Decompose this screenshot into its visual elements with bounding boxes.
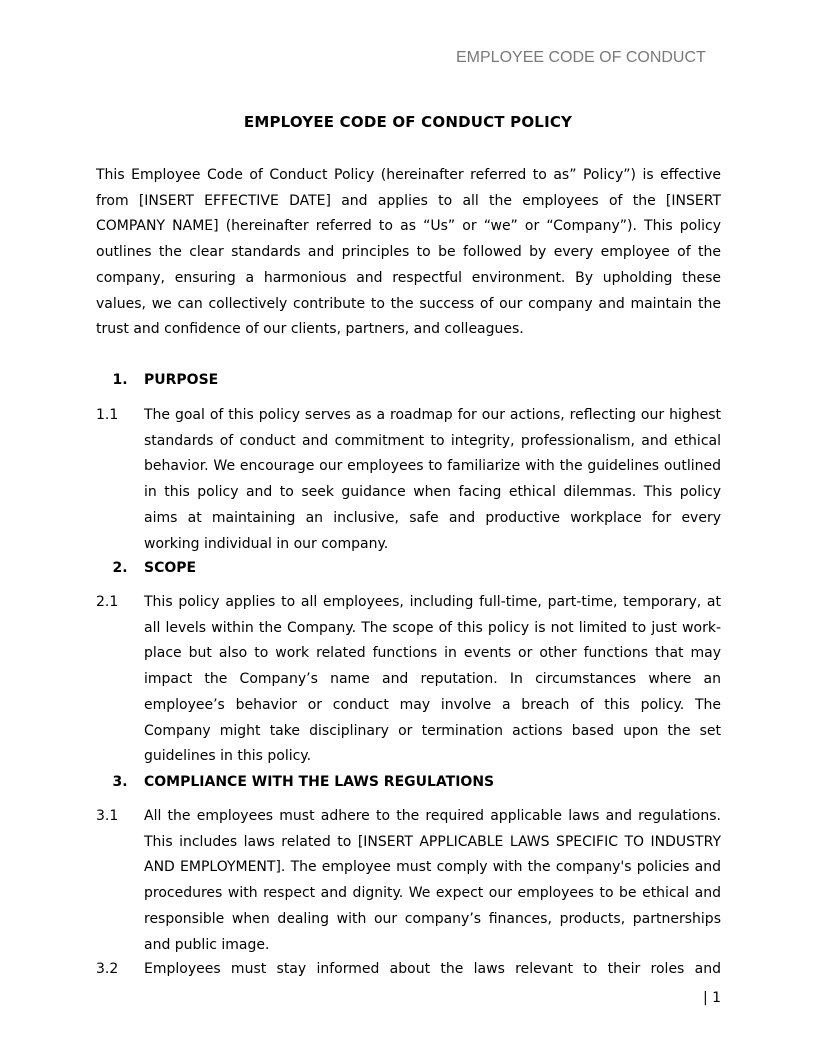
intro-paragraph: This Employee Code of Conduct Policy (hereinafter referred to as” Policy”) is effective from [INSERT EFFECTIVE DATE] and applies to all the employees of the [INSERT COMPANY NAME] (hereinafter referred to as “Us” or “we” or “Company”). This policy outlines the clear standards and principles to be followed by every employee of the company, ensuring a harmonious and respectful environment. By upholding these values, we can collectively contribute to the success of our company and maintain the trust and confidence of our clients, partners, and colleagues. [96, 167, 721, 338]
clause-number: 1.1 [96, 407, 119, 423]
page-number: | 1 [703, 990, 722, 1006]
section-number: 1. [112, 372, 128, 388]
section-heading-purpose [96, 372, 218, 388]
running-header: EMPLOYEE CODE OF CONDUCT [456, 49, 706, 66]
section-title: PURPOSE [144, 372, 219, 388]
clause-text: This policy applies to all employees, including full-time, part-time, temporary, at all levels within the Company. The scope of this policy is not limited to just work-place but also to work related functions in events or other functions that may impact the Company’s name and reputation. In circumstances where an employee’s behavior or conduct may involve a breach of this policy. The Company might take disciplinary or termination actions based upon the set guidelines in this policy. [144, 594, 721, 765]
clause-number: 2.1 [96, 594, 119, 610]
clause-number: 3.1 [96, 808, 119, 824]
section-number: 2. [112, 560, 128, 576]
clause-text: All the employees must adhere to the required applicable laws and regulations. This includes laws related to [INSERT APPLICABLE LAWS SPECIFIC TO INDUSTRY AND EMPLOYMENT]. The employee must comply with the company's policies and procedures with respect and dignity. We expect our employees to be ethical and responsible when dealing with our company’s finances, products, partnerships and public image. [144, 808, 721, 953]
section-heading-scope [96, 560, 196, 576]
clause-number: 3.2 [96, 961, 119, 977]
clause-text: Employees must stay informed about the laws relevant to their roles and [144, 961, 721, 977]
document-title: EMPLOYEE CODE OF CONDUCT POLICY [243, 113, 573, 131]
section-heading-compliance [96, 774, 494, 790]
clause-text: The goal of this policy serves as a roadmap for our actions, reflecting our highest standards of conduct and commitment to integrity, professionalism, and ethical behavior. We encourage our employees to familiarize with the guidelines outlined in this policy and to seek guidance when facing ethical dilemmas. This policy aims at maintaining an inclusive, safe and productive workplace for every working individual in our company. [144, 407, 721, 552]
section-title: SCOPE [144, 560, 197, 576]
section-title: COMPLIANCE WITH THE LAWS REGULATIONS [144, 774, 495, 790]
section-number: 3. [112, 774, 128, 790]
